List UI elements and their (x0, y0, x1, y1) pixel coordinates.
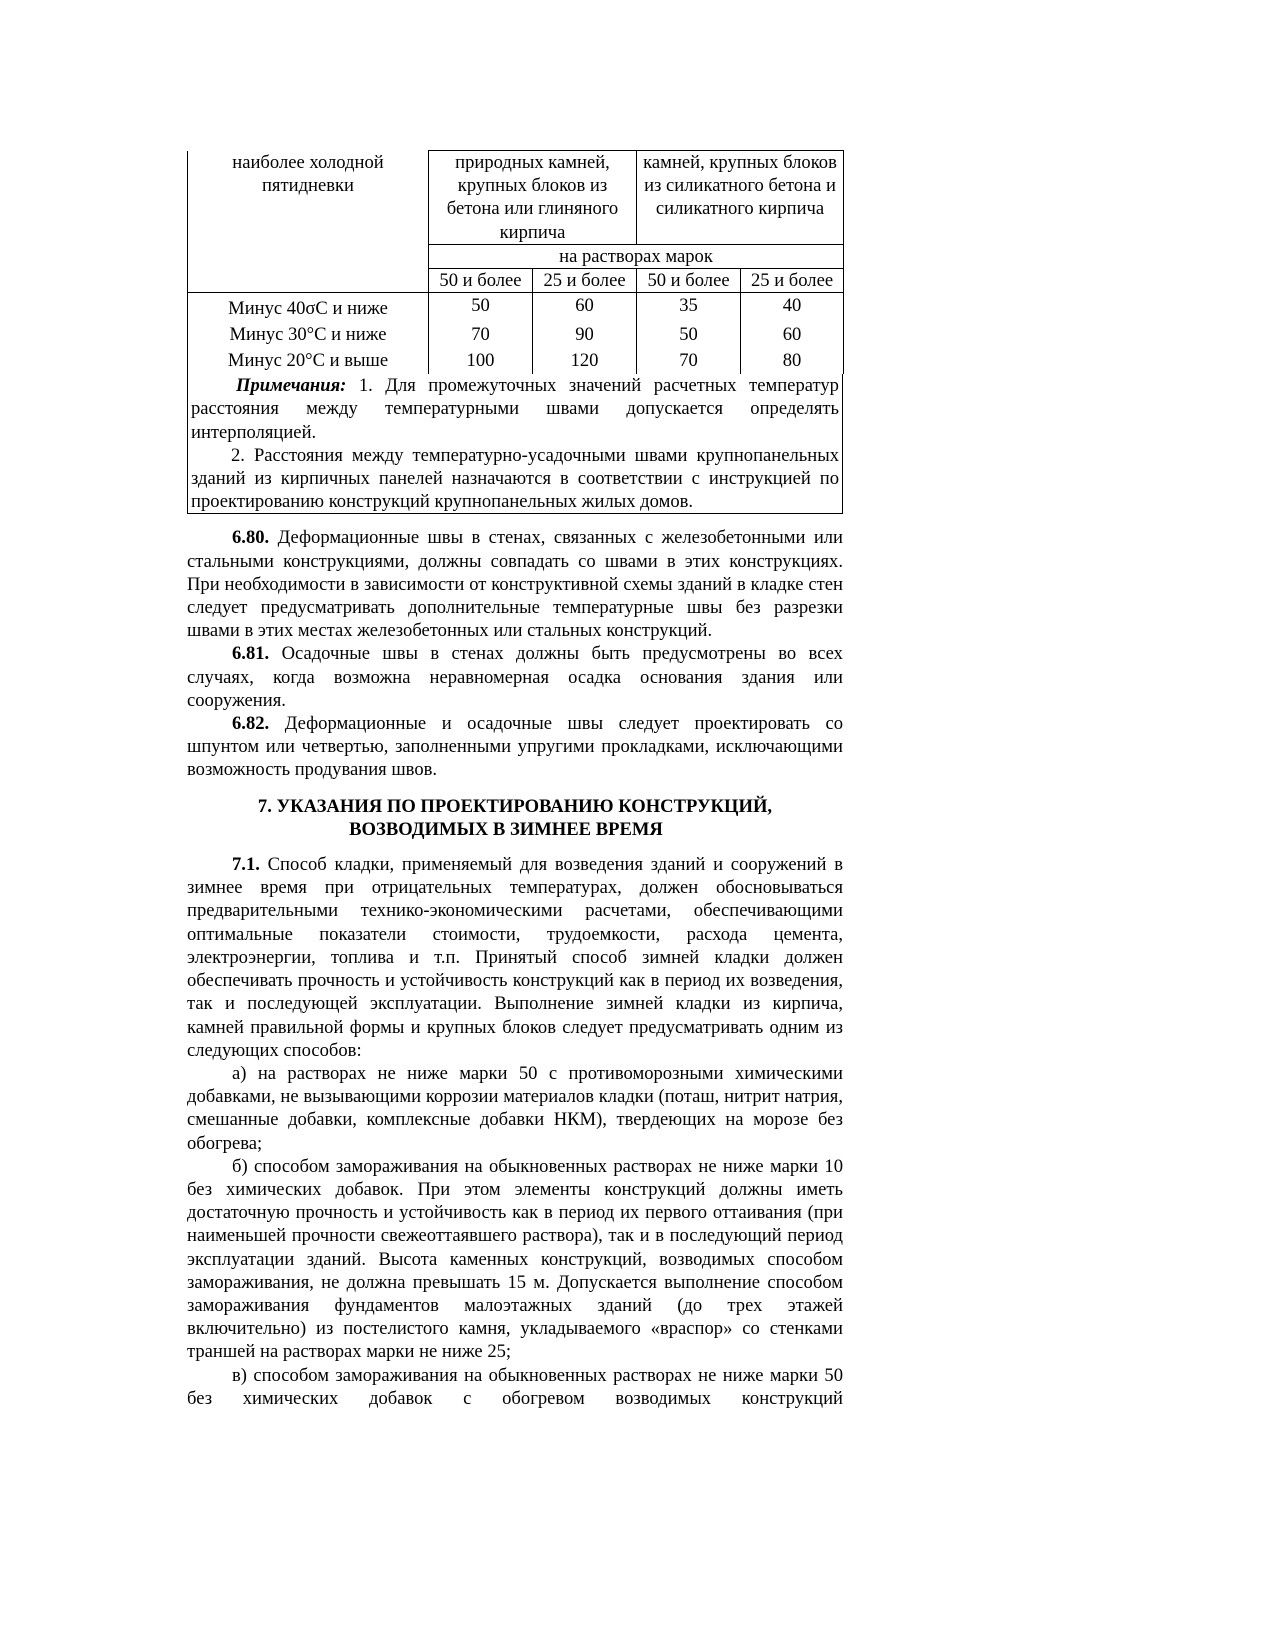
paragraph-number: 7.1. (232, 854, 260, 876)
table-cell: 100 (429, 348, 533, 374)
table-head-left (188, 151, 429, 293)
table-cell: 90 (533, 322, 637, 348)
paragraph-6-82 (187, 712, 843, 782)
row-label: Минус 30°С и ниже (188, 322, 429, 348)
list-item-c: в) способом замораживания на обыкновенных растворах не ниже марки 50 без химических добавок с обогревом возводимых конструкций (187, 1364, 843, 1409)
joint-spacing-table (187, 150, 844, 374)
paragraph-text: Деформационные и осадочные швы следует проектировать со шпунтом или четвертью, заполненными упругими прокладками, исключающими возможность продувания швов. (187, 713, 843, 781)
table-row (188, 348, 844, 374)
table-cell: 35 (637, 293, 741, 323)
paragraph-7-1 (187, 853, 843, 1062)
table-cell: 70 (637, 348, 741, 374)
grade-header: 25 и более (741, 269, 844, 293)
notes-title: Примечания: (236, 375, 347, 397)
note-2: 2. Расстояния между температурно-усадочными швами крупнопанельных зданий из кирпичных панелей назначаются в соответствии с инструкцией по проектированию конструкций крупнопанельных жилых домов. (191, 444, 839, 513)
paragraph-6-80 (187, 526, 843, 642)
table-head-col1: природных камней, крупных блоков из бетона или глиняного кирпича (429, 151, 637, 245)
paragraph-number: 6.81. (232, 643, 270, 665)
grade-header: 50 и более (637, 269, 741, 293)
paragraph-text: Деформационные швы в стенах, связанных с железобетонными или стальными конструкциями, должны совпадать со швами в этих конструкциях. При необходимости в зависимости от конструктивной схемы зданий в кладке стен следует предусматривать дополнительные температурные швы без разрезки швами в этих местах железобетонных или стальных конструкций. (187, 527, 843, 642)
table-cell: 60 (741, 322, 844, 348)
table-cell: 50 (429, 293, 533, 323)
table-cell: 120 (533, 348, 637, 374)
table-cell: 60 (533, 293, 637, 323)
paragraph-6-81 (187, 642, 843, 712)
list-item-b: б) способом замораживания на обыкновенных растворах не ниже марки 10 без химических добавок. При этом элементы конструкций должны иметь достаточную прочность и устойчивость как в период их первого оттаивания (при наименьшей прочности свежеоттаявшего раствора), так и в последующий период эксплуатации зданий. Высота каменных конструкций, возводимых способом замораживания, не должна превышать 15 м. Допускается выполнение способом замораживания фундаментов малоэтажных зданий (до трех этажей включительно) из постелистого камня, укладываемого «враспор» со стенками траншей на растворах марки не ниже 25; (187, 1155, 843, 1363)
grade-header: 25 и более (533, 269, 637, 293)
section-title-line2: ВОЗВОДИМЫХ В ЗИМНЕЕ ВРЕМЯ (349, 818, 663, 840)
paragraph-number: 6.82. (232, 713, 270, 735)
section-title-line1: 7. УКАЗАНИЯ ПО ПРОЕКТИРОВАНИЮ КОНСТРУКЦИЙ, (257, 795, 773, 817)
document-page (187, 150, 843, 1410)
paragraph-number: 6.80. (232, 527, 270, 549)
paragraph-text: Способ кладки, применяемый для возведения зданий и сооружений в зимнее время при отрицательных температурах, должен обосновываться предварительными технико-экономическими расчетами, обеспечивающими оптимальные показатели стоимости, трудоемкости, расхода цемента, электроэнергии, топлива и т.п. Принятый способ зимней кладки должен обеспечивать прочность и устойчивость конструкций как в период их возведения, так и последующей эксплуатации. Выполнение зимней кладки из кирпича, камней правильной формы и крупных блоков следует предусматривать одним из следующих способов: (187, 854, 843, 1061)
section-title (187, 795, 843, 841)
table-notes (187, 374, 843, 514)
main-text (187, 526, 843, 1410)
row-label: Минус 20°С и выше (188, 348, 429, 374)
table-cell: 70 (429, 322, 533, 348)
row-label: Минус 40σС и ниже (188, 293, 429, 323)
table-row (188, 293, 844, 323)
table-mortar-label: на растворах марок (429, 244, 844, 268)
table-row (188, 322, 844, 348)
table-cell: 40 (741, 293, 844, 323)
list-item-a: а) на растворах не ниже марки 50 с противоморозными химическими добавками, не вызывающими коррозии материалов кладки (поташ, нитрит натрия, смешанные добавки, комплексные добавки НКМ), твердеющих на морозе без обогрева; (187, 1062, 843, 1154)
head-left-line2: пятидневки (261, 174, 354, 196)
table-head-col2: камней, крупных блоков из силикатного бетона и силикатного кирпича (637, 151, 844, 245)
table-cell: 50 (637, 322, 741, 348)
table-cell: 80 (741, 348, 844, 374)
note-1-text: 1. Для промежуточных значений расчетных температур расстояния между температурными швами допускается определять интерполяцией. (191, 375, 839, 443)
paragraph-text: Осадочные швы в стенах должны быть предусмотрены во всех случаях, когда возможна неравномерная осадка основания здания или сооружения. (187, 643, 843, 711)
head-left-line1: наиболее холодной (232, 151, 384, 173)
grade-header: 50 и более (429, 269, 533, 293)
note-1 (191, 374, 839, 444)
